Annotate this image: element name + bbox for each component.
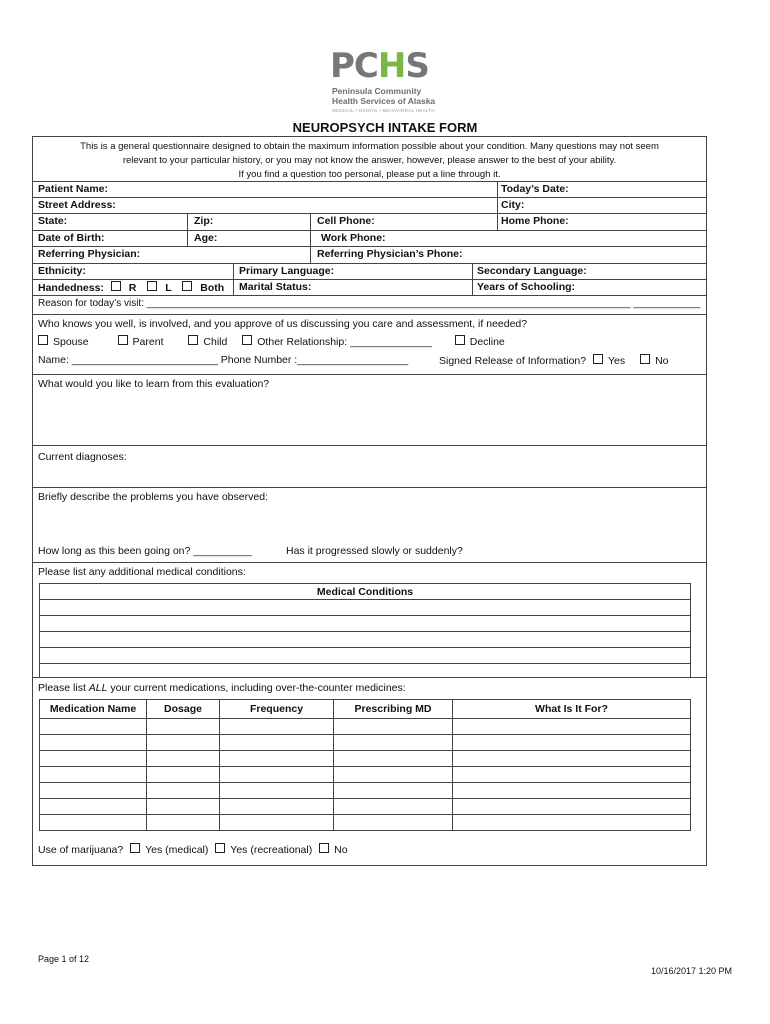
- intake-form: [32, 136, 707, 866]
- handedness-label: Handedness:: [38, 282, 104, 294]
- release-yes-label: Yes: [608, 355, 626, 367]
- logo-tagline: MEDICAL • DENTAL • BEHAVIORAL HEALTH: [332, 108, 435, 113]
- secondary-language-field[interactable]: Secondary Language:: [477, 265, 587, 277]
- marijuana-no-checkbox[interactable]: [319, 843, 329, 853]
- other-relationship-checkbox[interactable]: [242, 335, 252, 345]
- street-address-field[interactable]: Street Address:: [38, 199, 116, 211]
- signed-release-label: Signed Release of Information?: [439, 355, 587, 367]
- frequency-header: Frequency: [220, 700, 334, 719]
- prescribing-md-header: Prescribing MD: [334, 700, 453, 719]
- marijuana-no-label: No: [334, 844, 348, 856]
- medical-conditions-table: [39, 583, 691, 678]
- logo-wordmark: PCHS: [330, 46, 429, 86]
- med-name-header: Medication Name: [40, 700, 147, 719]
- ethnicity-field[interactable]: Ethnicity:: [38, 265, 86, 277]
- dosage-header: Dosage: [147, 700, 220, 719]
- progression-field[interactable]: Has it progressed slowly or suddenly?: [286, 545, 463, 557]
- release-yes-checkbox[interactable]: [593, 354, 603, 364]
- marijuana-recreational-label: Yes (recreational): [230, 844, 313, 856]
- condition-row[interactable]: [40, 600, 691, 616]
- form-intro: This is a general questionnaire designed to obtain the maximum information possible about your condition. Many questions may not seem relevant to your particular history, or you may not know the answer, however, please answer to the best of your ability. If you find a question too personal, please put a line through it.: [80, 141, 659, 180]
- parent-checkbox[interactable]: [118, 335, 128, 345]
- home-phone-field[interactable]: Home Phone:: [501, 215, 569, 227]
- handedness-row: [38, 281, 224, 294]
- handedness-r-label: R: [128, 282, 137, 294]
- marital-status-field[interactable]: Marital Status:: [239, 281, 312, 293]
- medical-conditions-header: Medical Conditions: [40, 584, 691, 600]
- city-field[interactable]: City:: [501, 199, 525, 211]
- marijuana-label: Use of marijuana?: [38, 844, 124, 856]
- other-relationship-label: Other Relationship: ______________: [257, 336, 432, 348]
- condition-row[interactable]: [40, 664, 691, 678]
- child-checkbox[interactable]: [188, 335, 198, 345]
- medication-row[interactable]: [40, 719, 691, 735]
- marijuana-recreational-checkbox[interactable]: [215, 843, 225, 853]
- medication-row[interactable]: [40, 799, 691, 815]
- pchs-logo: [330, 48, 445, 118]
- signed-release-row: [439, 354, 669, 367]
- age-field[interactable]: Age:: [194, 232, 218, 244]
- logo-org-name: Peninsula Community Health Services of Alaska: [332, 86, 436, 106]
- contact-name-phone-field[interactable]: Name: _________________________ Phone Number :___________________: [38, 354, 409, 366]
- current-diagnoses-field[interactable]: Current diagnoses:: [38, 451, 127, 463]
- work-phone-field[interactable]: Work Phone:: [321, 232, 386, 244]
- condition-row[interactable]: [40, 632, 691, 648]
- medication-row[interactable]: [40, 735, 691, 751]
- medication-row[interactable]: [40, 783, 691, 799]
- medication-row[interactable]: [40, 767, 691, 783]
- purpose-header: What Is It For?: [453, 700, 691, 719]
- medication-row[interactable]: [40, 751, 691, 767]
- years-schooling-field[interactable]: Years of Schooling:: [477, 281, 576, 293]
- medications-prompt: Please list ALL your current medications, including over-the-counter medicines:: [38, 682, 406, 694]
- primary-language-field[interactable]: Primary Language:: [239, 265, 335, 277]
- dob-field[interactable]: Date of Birth:: [38, 232, 105, 244]
- release-no-label: No: [655, 355, 669, 367]
- todays-date-field[interactable]: Today’s Date:: [501, 183, 569, 195]
- handedness-both-label: Both: [200, 282, 225, 294]
- referring-physician-field[interactable]: Referring Physician:: [38, 248, 141, 260]
- decline-checkbox[interactable]: [455, 335, 465, 345]
- contact-question: Who knows you well, is involved, and you approve of us discussing you care and assessment, if needed?: [38, 318, 528, 330]
- relationship-options: [38, 335, 505, 348]
- spouse-label: Spouse: [53, 336, 89, 348]
- print-datetime: 10/16/2017 1:20 PM: [650, 966, 732, 976]
- condition-row[interactable]: [40, 616, 691, 632]
- handedness-l-label: L: [165, 282, 172, 294]
- marijuana-medical-label: Yes (medical): [145, 844, 209, 856]
- handedness-l-checkbox[interactable]: [147, 281, 157, 291]
- handedness-both-checkbox[interactable]: [182, 281, 192, 291]
- cell-phone-field[interactable]: Cell Phone:: [317, 215, 375, 227]
- condition-row[interactable]: [40, 648, 691, 664]
- page-number: Page 1 of 12: [38, 954, 90, 964]
- problems-observed-field[interactable]: Briefly describe the problems you have observed:: [38, 491, 268, 503]
- zip-field[interactable]: Zip:: [194, 215, 214, 227]
- release-no-checkbox[interactable]: [640, 354, 650, 364]
- reason-for-visit-field[interactable]: Reason for today’s visit: _______________________________________________________________________________________ ____________: [38, 298, 701, 309]
- marijuana-medical-checkbox[interactable]: [130, 843, 140, 853]
- state-field[interactable]: State:: [38, 215, 68, 227]
- conditions-prompt: Please list any additional medical conditions:: [38, 566, 246, 578]
- learn-from-evaluation-field[interactable]: What would you like to learn from this evaluation?: [38, 378, 270, 390]
- handedness-r-checkbox[interactable]: [111, 281, 121, 291]
- medications-table: [39, 699, 691, 831]
- form-title: NEUROPSYCH INTAKE FORM: [292, 120, 478, 135]
- patient-name-field[interactable]: Patient Name:: [38, 183, 109, 195]
- referring-physician-phone-field[interactable]: Referring Physician’s Phone:: [317, 248, 463, 260]
- medication-row[interactable]: [40, 815, 691, 831]
- marijuana-row: [38, 843, 348, 856]
- spouse-checkbox[interactable]: [38, 335, 48, 345]
- how-long-field[interactable]: How long as this been going on? __________: [38, 545, 252, 557]
- decline-label: Decline: [469, 336, 505, 348]
- parent-label: Parent: [132, 336, 164, 348]
- child-label: Child: [203, 336, 228, 348]
